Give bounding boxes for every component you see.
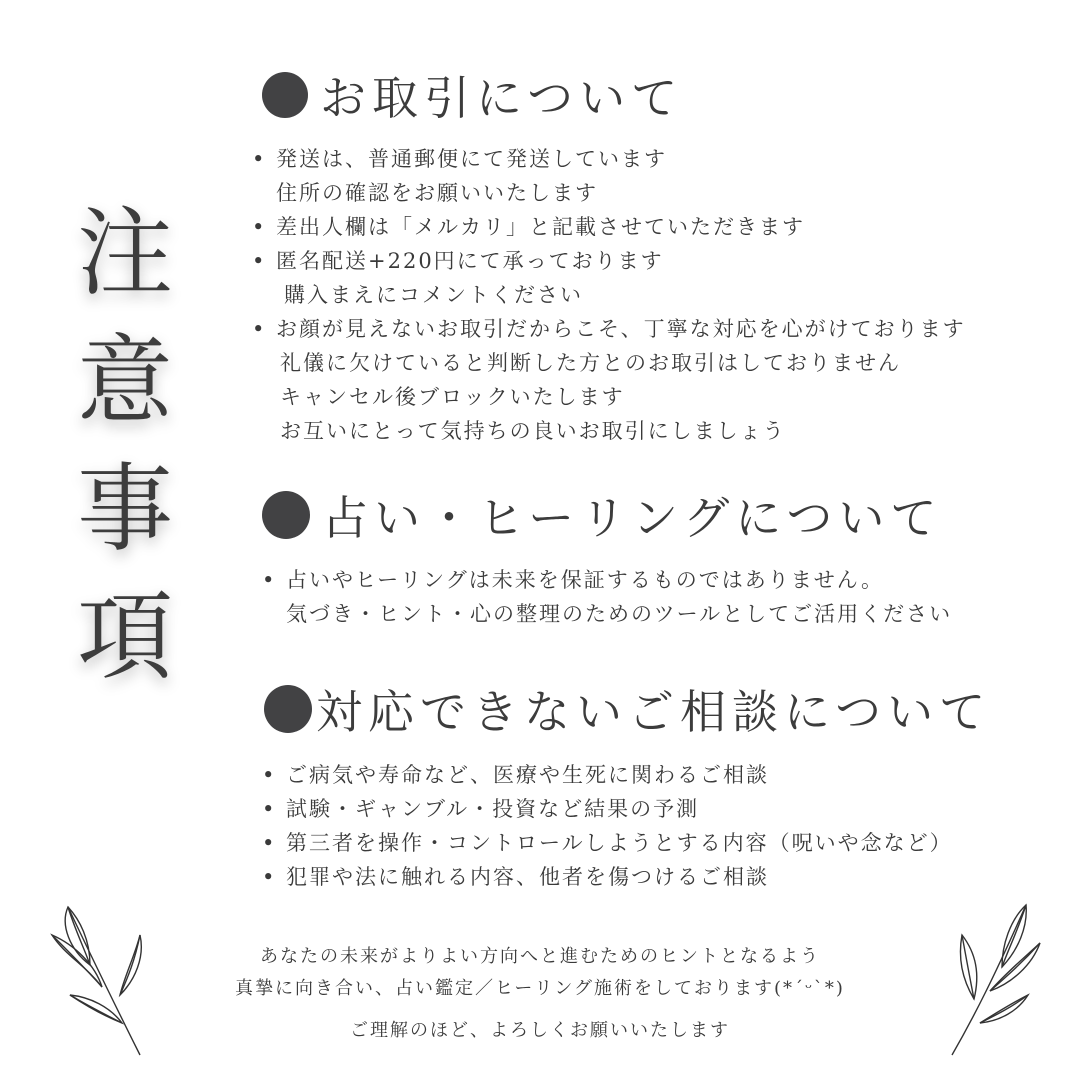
section-title-transaction [262, 62, 683, 128]
list-item-line: 礼儀に欠けていると判断した方とのお取引はしておりません [280, 351, 901, 375]
footer-line-1: あなたの未来がよりよい方向へと進むためのヒントとなるよう [260, 946, 820, 967]
list-bullet: • [262, 865, 277, 889]
list-item [262, 826, 953, 860]
list-bullet: • [252, 317, 267, 341]
list-bullet: • [252, 249, 267, 273]
section-title-text: お取引について [320, 71, 684, 125]
vertical-title-char-2: 意 [77, 325, 173, 437]
vertical-title-char-1: 注 [77, 197, 173, 309]
list-item-line: 第三者を操作・コントロールしようとする内容（呪いや念など） [286, 831, 953, 855]
list-item-line: お顔が見えないお取引だからこそ、丁寧な対応を心がけております [276, 317, 966, 341]
bullet-dot-icon [262, 491, 310, 539]
section-title-text: 占い・ヒーリングについて [322, 491, 943, 545]
list-item-line: お互いにとって気持ちの良いお取引にしましょう [280, 419, 786, 443]
list-item [252, 210, 966, 244]
list-item-line: 発送は、普通郵便にて発送しています [276, 147, 667, 171]
unsupported-list [262, 758, 953, 894]
healing-list [262, 563, 952, 631]
leaf-branch-icon [940, 895, 1050, 1060]
list-bullet: • [262, 763, 277, 787]
transaction-list [252, 142, 966, 448]
list-item-line: 住所の確認をお願いいたします [276, 181, 598, 205]
list-bullet: • [262, 797, 277, 821]
list-bullet: • [262, 568, 277, 592]
list-item-line: ご病気や寿命など、医療や生死に関わるご相談 [286, 763, 769, 787]
list-bullet: • [252, 215, 267, 239]
list-item [252, 312, 966, 448]
section-title-unsupported [264, 676, 991, 742]
leaf-branch-icon [40, 895, 150, 1060]
list-item [252, 244, 966, 312]
vertical-title-char-3: 事 [77, 453, 173, 565]
bullet-dot-icon [264, 685, 312, 733]
footer-line-3: ご理解のほど、よろしくお願いいたします [350, 1020, 730, 1041]
list-item [262, 860, 953, 894]
list-item-line: 購入まえにコメントください [284, 283, 583, 307]
list-item-line: 試験・ギャンブル・投資など結果の予測 [286, 797, 700, 821]
list-item [262, 758, 953, 792]
vertical-title-char-4: 項 [77, 581, 173, 693]
list-item [262, 563, 952, 631]
footer-line-2: 真摯に向き合い、占い鑑定／ヒーリング施術をしております(*ˊᵕˋ*) [235, 978, 845, 999]
list-item-line: 占いやヒーリングは未来を保証するものではありません。 [286, 568, 884, 592]
list-item [252, 142, 966, 210]
section-title-text: 対応できないご相談について [316, 685, 992, 739]
vertical-title [70, 197, 180, 717]
list-bullet: • [262, 831, 277, 855]
list-item-line: 犯罪や法に触れる内容、他者を傷つけるご相談 [286, 865, 769, 889]
bullet-dot-icon [262, 72, 308, 118]
list-bullet: • [252, 147, 267, 171]
list-item [262, 792, 953, 826]
section-title-healing [262, 482, 942, 548]
list-item-line: 匿名配送+220円にて承っております [276, 249, 664, 273]
list-item-line: 気づき・ヒント・心の整理のためのツールとしてご活用ください [286, 602, 953, 626]
list-item-line: 差出人欄は「メルカリ」と記載させていただきます [276, 215, 805, 239]
list-item-line: キャンセル後ブロックいたします [280, 385, 625, 409]
